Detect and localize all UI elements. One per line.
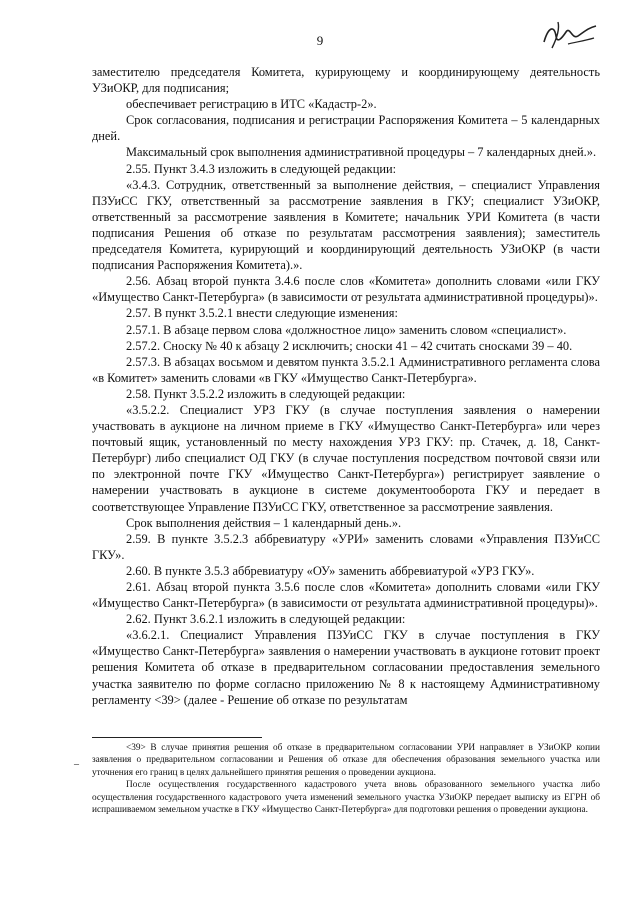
paragraph: заместителю председателя Комитета, курирующему и координирующему деятельность УЗиОКР, для подписания; bbox=[92, 65, 600, 96]
paragraph: Срок согласования, подписания и регистрации Распоряжения Комитета – 5 календарных дней. bbox=[92, 113, 600, 144]
paragraph: «3.6.2.1. Специалист Управления ПЗУиСС ГКУ в случае поступления в ГКУ «Имущество Санкт-Петербурга» заявления о намерении участвовать в аукционе готовит проект решения Комитета об отказе в предварительном согласовании предоставления земельного участка заявителю по форме согласно приложению № 8 к настоящему Административному регламенту <39> (далее - Решение об отказе по результатам bbox=[92, 628, 600, 707]
paragraph: 2.58. Пункт 3.5.2.2 изложить в следующей редакции: bbox=[126, 386, 406, 401]
margin-mark: – bbox=[74, 759, 79, 770]
paragraph: 2.55. Пункт 3.4.3 изложить в следующей редакции: bbox=[126, 161, 397, 176]
paragraph: 2.62. Пункт 3.6.2.1 изложить в следующей редакции: bbox=[126, 612, 406, 627]
page-number: 9 bbox=[316, 33, 324, 48]
paragraph: 2.57.2. Сноску № 40 к абзацу 2 исключить; сноски 41 – 42 считать сносками 39 – 40. bbox=[126, 338, 573, 353]
paragraph: 2.57.1. В абзаце первом слова «должностное лицо» заменить словом «специалист». bbox=[126, 322, 567, 337]
footnote bbox=[92, 742, 600, 816]
paragraph: 2.60. В пункте 3.5.3 аббревиатуру «ОУ» заменить аббревиатурой «УРЗ ГКУ». bbox=[126, 563, 535, 578]
footnote-divider bbox=[92, 737, 262, 738]
footnote-text: <39> В случае принятия решения об отказе в предварительном согласовании УРИ направляет в УЗиОКР копии заявления о предварительном согласовании и Решения об отказе для обеспечения образования земельного участка или уточнения его границ в целях дальнейшего принятия решения о проведении аукциона. bbox=[92, 743, 600, 778]
paragraph: 2.56. Абзац второй пункта 3.4.6 после слов «Комитета» дополнить словами «или ГКУ «Имущество Санкт-Петербурга» (в зависимости от результата административной процедуры)». bbox=[92, 274, 600, 305]
paragraph: 2.59. В пункте 3.5.2.3 аббревиатуру «УРИ» заменить словами «Управления ПЗУиСС ГКУ». bbox=[92, 531, 600, 562]
paragraph: «3.4.3. Сотрудник, ответственный за выполнение действия, – специалист Управления ПЗУиСС ГКУ, ответственный за рассмотрение заявления в ГКУ; специалист УЗиОКР, ответственный за рассмотрение заявления в Комитете; начальник УРИ Комитета (в части подписания Решения об отказе по результатам рассмотрения заявления); заместитель председателя Комитета, курирующий и координирующий деятельность УЗиОКР (в части подписания Распоряжения Комитета).». bbox=[92, 177, 600, 273]
paragraph: 2.61. Абзац второй пункта 3.5.6 после слов «Комитета» дополнить словами «или ГКУ «Имущество Санкт-Петербурга» (в зависимости от результата административной процедуры)». bbox=[92, 580, 600, 611]
paragraph: обеспечивает регистрацию в ИТС «Кадастр-2». bbox=[126, 97, 377, 112]
paragraph: «3.5.2.2. Специалист УРЗ ГКУ (в случае поступления заявления о намерении участвовать в аукционе на личном приеме в ГКУ «Имущество Санкт-Петербурга» или через почтовый ящик, установленный по месту нахождения УРЗ ГКУ: пр. Стачек, д. 18, Санкт-Петербург) либо специалист ОД ГКУ (в случае поступления посредством почтовой связи или по электронной почте ГКУ «Имущество Санкт-Петербурга») регистрирует заявление о намерении участвовать в аукционе в системе документооборота ГКУ и передает в соответствующее Управление ПЗУиСС ГКУ, ответственное за рассмотрение заявления. bbox=[92, 402, 600, 514]
footnote-text: После осуществления государственного кадастрового учета вновь образованного земельного участка либо осуществления государственного кадастрового учета изменений земельного участка УЗиОКР передает выписку из ЕГРН об испрашиваемом земельном участке в ГКУ «Имущество Санкт-Петербурга» для подготовки решения о проведении аукциона. bbox=[92, 780, 600, 816]
paragraph: Максимальный срок выполнения административной процедуры – 7 календарных дней.». bbox=[126, 145, 597, 160]
main-text bbox=[92, 64, 600, 708]
paragraph: 2.57. В пункт 3.5.2.1 внести следующие изменения: bbox=[126, 306, 398, 321]
paragraph: 2.57.3. В абзацах восьмом и девятом пункта 3.5.2.1 Административного регламента слова «в Комитет» заменить словами «в ГКУ «Имущество Санкт-Петербурга». bbox=[92, 354, 600, 385]
paragraph: Срок выполнения действия – 1 календарный день.». bbox=[126, 515, 402, 530]
